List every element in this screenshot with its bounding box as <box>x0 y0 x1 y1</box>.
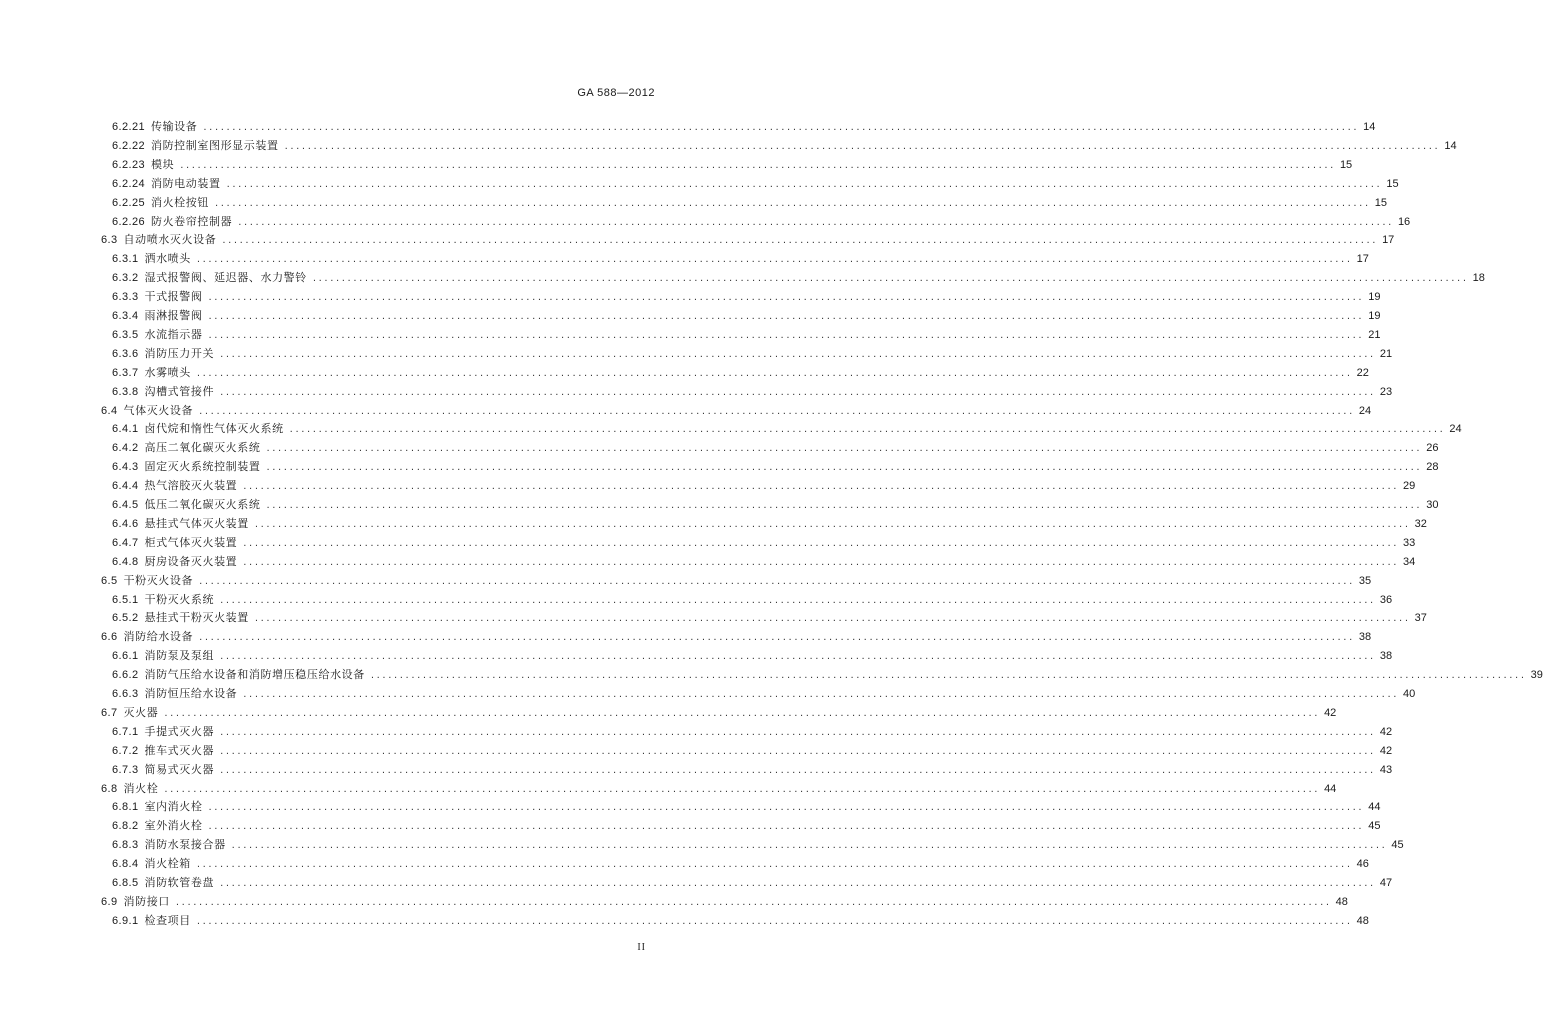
toc-entry-title: 悬挂式气体灭火装置 <box>144 516 249 530</box>
toc-entry-title: 防火卷帘控制器 <box>150 214 233 228</box>
toc-leader-dots: ........................................................................................................................................................................................................ <box>180 159 1336 171</box>
toc-entry-page: 48 <box>1335 895 1348 908</box>
toc-entry-title: 固定灭火系统控制装置 <box>144 460 261 474</box>
toc-entry[interactable] <box>101 892 1348 911</box>
toc-entry-number: 6.8 <box>101 782 118 795</box>
toc-entry[interactable] <box>112 590 1393 609</box>
toc-entry-title: 简易式灭火器 <box>144 762 215 776</box>
toc-entry-page: 40 <box>1403 688 1416 700</box>
toc-entry[interactable] <box>112 249 1369 268</box>
toc-entry-title: 厨房设备灭火装置 <box>144 554 238 568</box>
toc-leader-dots: ........................................................................................................................................................................................................ <box>243 556 1400 568</box>
toc-entry[interactable] <box>112 495 1439 514</box>
toc-entry-number: 6.3.3 <box>112 291 139 304</box>
toc-entry-title: 洒水喷头 <box>144 252 191 266</box>
toc-entry[interactable] <box>112 382 1393 401</box>
toc-entry-title: 检查项目 <box>144 913 191 927</box>
toc-leader-dots: ........................................................................................................................................................................................................ <box>284 140 1441 152</box>
toc-entry-page: 33 <box>1403 536 1416 549</box>
page-number: II <box>637 942 646 953</box>
toc-entry-page: 19 <box>1368 310 1381 322</box>
toc-entry-number: 6.3.7 <box>112 366 139 379</box>
toc-entry-title: 热气溶胶灭火装置 <box>144 479 238 493</box>
toc-entry-number: 6.7 <box>101 706 118 719</box>
toc-entry-title: 水雾喷头 <box>144 365 191 379</box>
toc-leader-dots: ........................................................................................................................................................................................................ <box>199 632 1355 644</box>
toc-entry[interactable] <box>112 287 1381 306</box>
toc-leader-dots: ........................................................................................................................................................................................................ <box>220 594 1376 606</box>
toc-entry-number: 6.5.1 <box>112 593 139 606</box>
toc-leader-dots: ........................................................................................................................................................................................................ <box>222 235 1379 247</box>
toc-entry[interactable] <box>112 741 1393 760</box>
toc-entry-page: 15 <box>1386 177 1399 190</box>
toc-entry-title: 手提式灭火器 <box>144 724 215 738</box>
toc-entry-number: 6.6.2 <box>112 669 139 682</box>
toc-leader-dots: ........................................................................................................................................................................................................ <box>370 670 1527 682</box>
toc-entry-page: 30 <box>1426 499 1439 511</box>
toc-entry-page: 18 <box>1472 272 1485 285</box>
toc-entry-number: 6.8.1 <box>112 801 139 814</box>
toc-entry-title: 干式报警阀 <box>144 290 203 304</box>
toc-entry-title: 消防软管卷盘 <box>144 876 215 889</box>
toc-entry[interactable] <box>112 854 1369 873</box>
toc-leader-dots: ........................................................................................................................................................................................................ <box>175 896 1332 908</box>
toc-entry-page: 44 <box>1368 801 1381 814</box>
toc-entry-page: 28 <box>1426 461 1439 474</box>
toc-entry[interactable] <box>112 363 1369 382</box>
toc-entry-page: 24 <box>1449 423 1462 436</box>
toc-entry[interactable] <box>101 401 1372 420</box>
toc-leader-dots: ........................................................................................................................................................................................................ <box>220 386 1376 398</box>
toc-entry[interactable] <box>112 911 1369 930</box>
toc-entry[interactable] <box>112 438 1439 457</box>
standard-code: GA 588—2012 <box>577 87 655 99</box>
toc-entry[interactable] <box>112 344 1393 363</box>
toc-leader-dots: ........................................................................................................................................................................................................ <box>220 745 1376 757</box>
toc-entry-title: 消火栓箱 <box>144 857 191 871</box>
toc-leader-dots: ........................................................................................................................................................................................................ <box>289 424 1446 436</box>
toc-leader-dots: ........................................................................................................................................................................................................ <box>203 122 1360 133</box>
toc-leader-dots: ........................................................................................................................................................................................................ <box>220 726 1376 738</box>
toc-entry-page: 16 <box>1397 215 1411 228</box>
toc-entry-title: 室外消火栓 <box>144 819 203 833</box>
toc-entry-number: 6.3.2 <box>112 272 139 285</box>
toc-entry[interactable] <box>112 722 1393 741</box>
toc-entry-page: 14 <box>1444 139 1457 152</box>
toc-entry-number: 6.9.1 <box>112 914 139 927</box>
toc-entry-number: 6.7.3 <box>112 763 139 776</box>
toc-leader-dots: ........................................................................................................................................................................................................ <box>243 537 1400 549</box>
toc-entry-title: 室内消火栓 <box>144 800 203 814</box>
toc-entry-page: 37 <box>1414 612 1427 625</box>
toc-entry-title: 消防泵及泵组 <box>144 649 215 663</box>
toc-entry-page: 38 <box>1358 631 1372 644</box>
toc-entry-title: 消防接口 <box>123 894 170 908</box>
toc-entry-title: 消防气压给水设备和消防增压稳压给水设备 <box>144 668 365 682</box>
toc-entry-page: 45 <box>1368 820 1381 833</box>
toc-entry[interactable] <box>112 684 1416 703</box>
toc-entry-title: 高压二氧化碳灭火系统 <box>144 441 261 455</box>
toc-entry-number: 6.3.5 <box>112 328 139 341</box>
toc-entry-title: 悬挂式干粉灭火装置 <box>144 611 249 625</box>
toc-entry-number: 6.4.2 <box>112 442 139 455</box>
toc-entry[interactable] <box>112 514 1427 533</box>
toc-leader-dots: ........................................................................................................................................................................................................ <box>312 273 1469 285</box>
toc-entry-number: 6.4.5 <box>112 499 139 511</box>
toc-entry[interactable] <box>112 552 1416 571</box>
toc-leader-dots: ........................................................................................................................................................................................................ <box>220 878 1376 889</box>
toc-entry[interactable] <box>101 230 1395 249</box>
toc-entry[interactable] <box>112 797 1381 816</box>
toc-entry-number: 6.3.6 <box>112 347 139 360</box>
toc-entry-number: 6.4.4 <box>112 480 139 493</box>
toc-entry-title: 消火栓按钮 <box>150 195 209 209</box>
toc-entry-number: 6.4.6 <box>112 517 139 530</box>
toc-entry-page: 36 <box>1379 593 1393 606</box>
toc-leader-dots: ........................................................................................................................................................................................................ <box>214 197 1371 209</box>
toc-entry-title: 消火栓 <box>123 781 159 795</box>
toc-entry-title: 沟槽式管接件 <box>144 384 215 398</box>
toc-entry-page: 15 <box>1339 158 1353 171</box>
toc-leader-dots: ........................................................................................................................................................................................................ <box>220 764 1376 776</box>
toc-entry[interactable] <box>112 816 1381 835</box>
toc-entry-number: 6.6 <box>101 631 118 644</box>
toc-entry[interactable] <box>112 174 1399 193</box>
toc-leader-dots: ........................................................................................................................................................................................................ <box>199 405 1355 417</box>
toc-entry-number: 6.8.4 <box>112 858 139 871</box>
toc-entry-number: 6.2.25 <box>112 196 145 209</box>
toc-entry[interactable] <box>112 212 1411 231</box>
toc-entry-page: 46 <box>1356 858 1369 871</box>
toc-entry-number: 6.6.1 <box>112 650 139 663</box>
toc-entry-title: 消防恒压给水设备 <box>144 687 238 700</box>
toc-entry-title: 干粉灭火设备 <box>123 573 194 587</box>
toc-entry-number: 6.2.24 <box>112 177 145 190</box>
toc-leader-dots: ........................................................................................................................................................................................................ <box>196 254 1353 266</box>
toc-entry-number: 6.4.3 <box>112 461 139 474</box>
toc-entry-page: 15 <box>1374 196 1387 209</box>
toc-entry-title: 灭火器 <box>123 705 159 719</box>
toc-entry[interactable] <box>112 419 1462 438</box>
toc-entry[interactable] <box>112 665 1543 684</box>
toc-entry[interactable] <box>112 476 1416 495</box>
toc-entry[interactable] <box>112 533 1416 552</box>
toc-entry[interactable] <box>112 136 1457 155</box>
toc-entry-page: 22 <box>1356 366 1369 379</box>
toc-entry-page: 48 <box>1356 914 1369 927</box>
toc-entry-page: 19 <box>1368 291 1381 304</box>
toc-entry-title: 消防压力开关 <box>144 346 215 360</box>
toc-leader-dots: ........................................................................................................................................................................................................ <box>208 311 1365 322</box>
toc-entry-page: 34 <box>1403 555 1416 568</box>
toc-entry[interactable] <box>112 306 1381 325</box>
toc-entry-page: 38 <box>1379 650 1393 663</box>
toc-entry-title: 消防控制室图形显示装置 <box>150 138 279 152</box>
toc-entry-number: 6.2.22 <box>112 139 145 152</box>
toc-entry-number: 6.8.3 <box>112 839 139 852</box>
toc-entry-number: 6.2.21 <box>112 121 145 133</box>
toc-leader-dots: ........................................................................................................................................................................................................ <box>254 518 1411 530</box>
toc-entry-number: 6.4.8 <box>112 555 139 568</box>
toc-entry-number: 6.5 <box>101 574 118 587</box>
toc-entry-page: 32 <box>1414 517 1427 530</box>
toc-entry-number: 6.5.2 <box>112 612 139 625</box>
toc-leader-dots: ........................................................................................................................................................................................................ <box>208 292 1365 304</box>
toc-entry-title: 柜式气体灭火装置 <box>144 535 238 549</box>
toc-entry-title: 模块 <box>150 157 175 171</box>
toc-entry-page: 17 <box>1356 253 1369 266</box>
toc-entry-number: 6.2.26 <box>112 215 145 228</box>
toc-entry-page: 21 <box>1368 328 1381 341</box>
toc-entry-number: 6.6.3 <box>112 688 139 700</box>
toc-leader-dots: ........................................................................................................................................................................................................ <box>243 481 1400 493</box>
toc-entry[interactable] <box>101 627 1372 646</box>
toc-entry[interactable] <box>112 457 1439 476</box>
toc-entry-page: 24 <box>1358 404 1372 417</box>
toc-entry-title: 干粉灭火系统 <box>144 592 215 606</box>
toc-entry-number: 6.3 <box>101 234 118 247</box>
toc-entry-page: 14 <box>1363 121 1376 133</box>
toc-leader-dots: ........................................................................................................................................................................................................ <box>220 348 1376 360</box>
toc-leader-dots: ........................................................................................................................................................................................................ <box>231 840 1388 852</box>
toc-entry-title: 自动喷水灭火设备 <box>123 233 217 247</box>
toc-entry-number: 6.2.23 <box>112 158 145 171</box>
toc-entry-title: 消防电动装置 <box>150 176 221 190</box>
toc-entry-page: 47 <box>1379 877 1393 889</box>
toc-entry-page: 45 <box>1391 839 1404 852</box>
toc-entry-page: 17 <box>1382 234 1395 247</box>
toc-leader-dots: ........................................................................................................................................................................................................ <box>164 707 1321 719</box>
toc-leader-dots: ........................................................................................................................................................................................................ <box>208 329 1365 341</box>
toc-entry[interactable] <box>112 268 1485 287</box>
toc-entry-number: 6.4 <box>101 404 118 417</box>
toc-entry-number: 6.7.1 <box>112 725 139 738</box>
toc-entry-page: 21 <box>1379 347 1393 360</box>
toc-entry[interactable] <box>112 646 1393 665</box>
toc-entry-number: 6.7.2 <box>112 744 139 757</box>
toc-leader-dots: ........................................................................................................................................................................................................ <box>266 462 1423 474</box>
toc-entry[interactable] <box>112 608 1427 627</box>
toc-leader-dots: ........................................................................................................................................................................................................ <box>254 613 1411 625</box>
toc-entry-title: 水流指示器 <box>144 327 203 341</box>
toc-entry-number: 6.9 <box>101 895 118 908</box>
toc-entry[interactable] <box>112 835 1404 854</box>
toc-leader-dots: ........................................................................................................................................................................................................ <box>208 821 1365 833</box>
toc-entry-number: 6.3.1 <box>112 253 139 266</box>
toc-leader-dots: ........................................................................................................................................................................................................ <box>196 367 1353 379</box>
toc-entry-title: 湿式报警阀、延迟器、水力警铃 <box>144 271 307 285</box>
toc-leader-dots: ........................................................................................................................................................................................................ <box>199 575 1355 587</box>
toc-entry-title: 消防给水设备 <box>123 630 194 644</box>
toc-entry-number: 6.3.4 <box>112 310 139 322</box>
toc-entry-title: 传输设备 <box>150 120 198 133</box>
toc-leader-dots: ........................................................................................................................................................................................................ <box>226 178 1383 190</box>
toc-entry-page: 42 <box>1324 706 1337 719</box>
toc-leader-dots: ........................................................................................................................................................................................................ <box>208 802 1365 814</box>
toc-entry-page: 39 <box>1530 669 1543 682</box>
toc-entry-page: 42 <box>1379 725 1393 738</box>
toc-entry[interactable] <box>112 155 1353 174</box>
toc-leader-dots: ........................................................................................................................................................................................................ <box>196 859 1353 871</box>
toc-entry-page: 23 <box>1379 385 1393 398</box>
toc-entry-page: 43 <box>1379 763 1393 776</box>
toc-entry-title: 消防水泵接合器 <box>144 838 226 852</box>
toc-leader-dots: ........................................................................................................................................................................................................ <box>266 443 1423 455</box>
toc-leader-dots: ........................................................................................................................................................................................................ <box>266 500 1423 511</box>
toc-entry[interactable] <box>112 117 1376 136</box>
toc-entry-title: 推车式灭火器 <box>144 743 215 757</box>
toc-entry-page: 26 <box>1426 442 1439 455</box>
toc-entry[interactable] <box>101 703 1337 722</box>
toc-entry-number: 6.8.5 <box>112 877 139 889</box>
toc-entry-number: 6.3.8 <box>112 385 139 398</box>
toc-entry[interactable] <box>112 760 1393 779</box>
toc-leader-dots: ........................................................................................................................................................................................................ <box>243 689 1400 700</box>
toc-entry[interactable] <box>112 325 1381 344</box>
toc-entry-number: 6.8.2 <box>112 820 139 833</box>
toc-leader-dots: ........................................................................................................................................................................................................ <box>196 915 1353 927</box>
toc-entry-number: 6.4.1 <box>112 423 139 436</box>
toc-entry-title: 气体灭火设备 <box>123 403 194 417</box>
toc-entry-page: 44 <box>1324 782 1337 795</box>
toc-entry[interactable] <box>112 193 1387 212</box>
toc-entry[interactable] <box>101 779 1337 798</box>
toc-leader-dots: ........................................................................................................................................................................................................ <box>238 216 1394 228</box>
toc-entry-title: 雨淋报警阀 <box>144 309 203 322</box>
toc-leader-dots: ........................................................................................................................................................................................................ <box>220 651 1376 663</box>
toc-entry-page: 35 <box>1358 574 1372 587</box>
toc-entry-title: 低压二氧化碳灭火系统 <box>144 498 261 511</box>
toc-entry[interactable] <box>112 873 1393 892</box>
toc-entry-page: 29 <box>1403 480 1416 493</box>
toc-entry-page: 42 <box>1379 744 1393 757</box>
toc-entry-title: 卤代烷和惰性气体灭火系统 <box>144 422 284 436</box>
toc-leader-dots: ........................................................................................................................................................................................................ <box>164 783 1321 795</box>
toc-entry-number: 6.4.7 <box>112 536 139 549</box>
toc-entry[interactable] <box>101 571 1372 590</box>
